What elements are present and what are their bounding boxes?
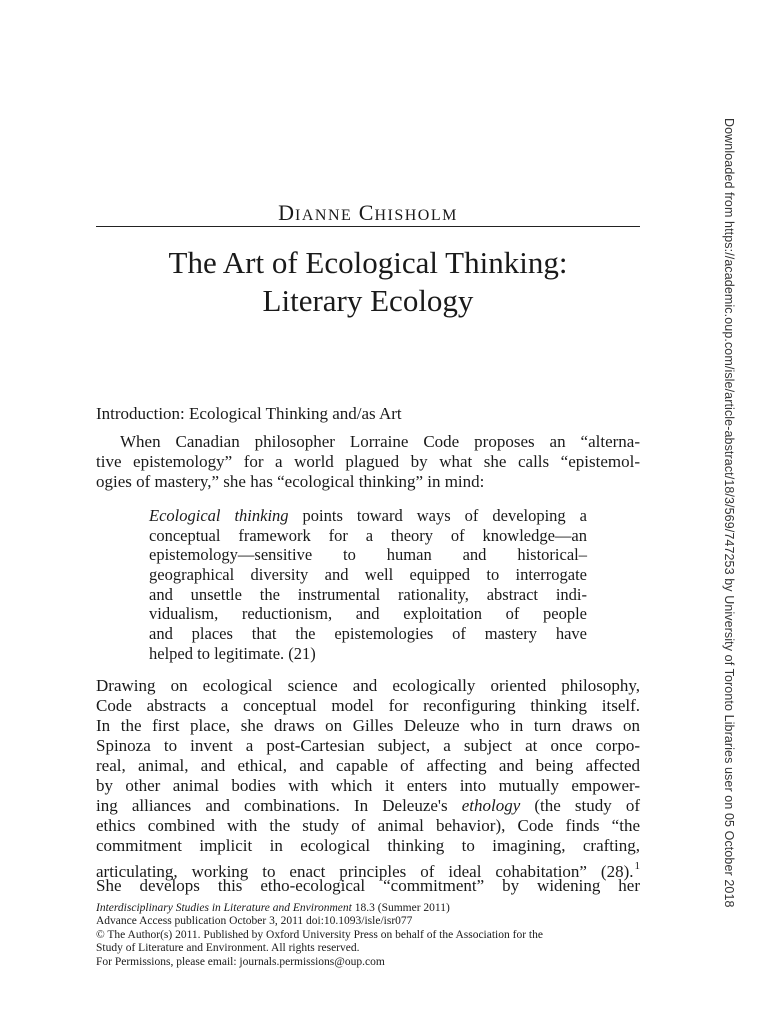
italic-word: ethology	[461, 796, 521, 815]
block-quote	[149, 506, 587, 664]
journal-issue: 18.3 (Summer 2011)	[351, 902, 450, 914]
text-line: When Canadian philosopher Lorraine Code proposes an “alterna-	[120, 432, 640, 451]
text-line	[96, 856, 640, 881]
text-line: geographical diversity and well equipped to interrogate	[149, 565, 587, 585]
author-last-initial: C	[358, 200, 375, 225]
text-run: (the study of	[520, 796, 640, 815]
author-last-rest: HISHOLM	[374, 207, 458, 224]
article-title	[96, 244, 640, 320]
text-line: In the first place, she draws on Gilles Deleuze who in turn draws on	[96, 716, 640, 735]
text-line: helped to legitimate. (21)	[149, 643, 316, 663]
text-line: by other animal bodies with which it enters into mutually empower-	[96, 776, 640, 795]
download-watermark: Downloaded from https://academic.oup.com/isle/article-abstract/18/3/569/747253 by University of Toronto Libraries user on 05 October 2018	[722, 118, 736, 908]
text-line: and places that the epistemologies of mastery have	[149, 624, 587, 644]
author-name	[96, 200, 640, 226]
text-line: epistemology—sensitive to human and historical–	[149, 545, 587, 565]
text-line: conceptual framework for a theory of knowledge—an	[149, 525, 587, 545]
title-line: Literary Ecology	[262, 283, 474, 318]
section-heading: Introduction: Ecological Thinking and/as Art	[96, 404, 402, 423]
title-rule	[96, 226, 640, 227]
footnote-marker[interactable]: 1	[634, 860, 640, 872]
text-line: ogies of mastery,” she has “ecological thinking” in mind:	[96, 472, 485, 491]
copyright-line: © The Author(s) 2011. Published by Oxford University Press on behalf of the Association for the	[96, 928, 543, 941]
intro-paragraph	[96, 432, 640, 492]
title-line: The Art of Ecological Thinking:	[168, 245, 568, 280]
text-line: real, animal, and ethical, and capable of affecting and being affected	[96, 756, 640, 775]
journal-citation	[96, 902, 656, 915]
text-line: ethics combined with the study of animal behavior), Code finds “the	[96, 816, 640, 835]
access-info: Advance Access publication October 3, 2011 doi:10.1093/isle/isr077	[96, 915, 413, 928]
author-first-initial: D	[278, 200, 296, 225]
text-run: articulating, working to enact principles of ideal cohabitation” (28).	[96, 862, 634, 881]
text-line	[149, 506, 587, 526]
text-line: tive epistemology” for a world plagued by what she calls “epistemol-	[96, 452, 640, 471]
italic-phrase: Ecological thinking	[149, 506, 289, 525]
author-first-rest: IANNE	[295, 207, 353, 224]
text-line: Spinoza to invent a post-Cartesian subject, a subject at once corpo-	[96, 736, 640, 755]
text-line: She develops this etho-ecological “commitment” by widening her	[96, 876, 640, 895]
text-line: vidualism, reductionism, and exploitation of people	[149, 604, 587, 624]
copyright-line-2: Study of Literature and Environment. All rights reserved.	[96, 942, 360, 955]
text-line: Code abstracts a conceptual model for reconfiguring thinking itself.	[96, 696, 640, 715]
page-footer	[96, 902, 656, 969]
text-line	[96, 796, 640, 816]
permissions-line: For Permissions, please email: journals.permissions@oup.com	[96, 955, 385, 968]
text-run: points toward ways of developing a	[288, 506, 588, 525]
text-line: commitment implicit in ecological thinking to imagining, crafting,	[96, 836, 640, 855]
body-paragraph	[96, 676, 640, 896]
journal-name: Interdisciplinary Studies in Literature and Environment	[96, 902, 352, 914]
text-run: ing alliances and combinations. In Deleuze's	[96, 796, 462, 815]
text-line: Drawing on ecological science and ecologically oriented philosophy,	[96, 676, 640, 695]
text-line: and unsettle the instrumental rationality, abstract indi-	[149, 584, 587, 604]
